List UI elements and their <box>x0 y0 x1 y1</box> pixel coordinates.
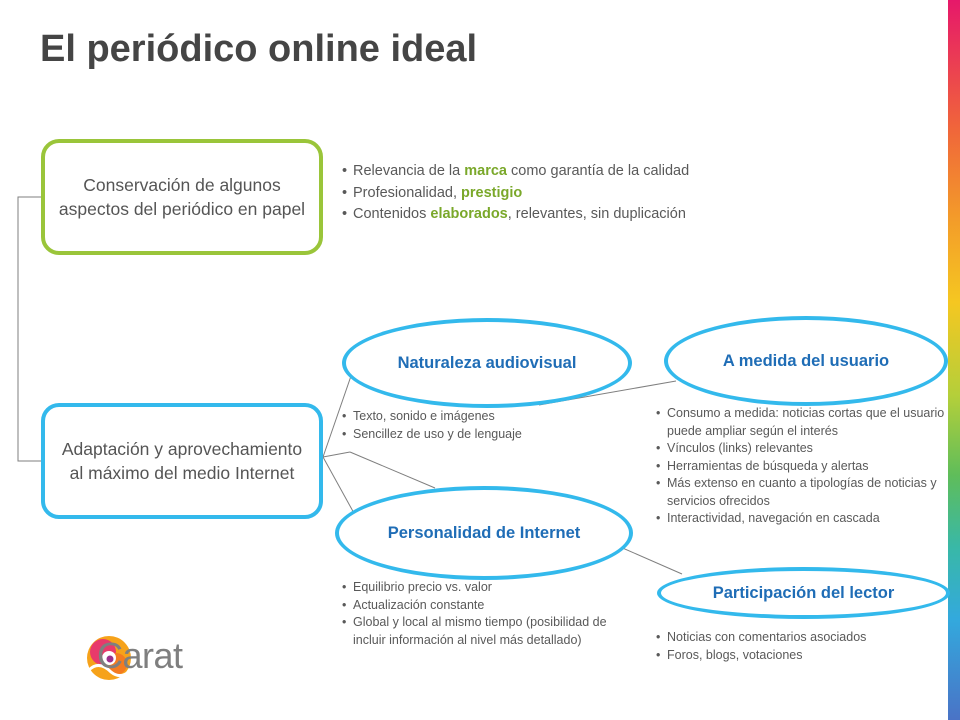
oval-personalidad-de-internet <box>335 486 633 580</box>
user-bullet: • Vínculos (links) relevantes <box>656 440 956 458</box>
user-bullet-list <box>656 405 956 528</box>
conservation-bullet: • Profesionalidad, prestigio <box>342 183 689 205</box>
connector-adaptation-user <box>323 452 350 457</box>
oval-label: Naturaleza audiovisual <box>397 353 577 372</box>
carat-logo-text: Carat <box>97 635 183 676</box>
adaptation-box-label: Adaptación y aprovechamiento al máximo del medio Internet <box>61 439 303 483</box>
conservation-bullet: • Relevancia de la marca como garantía de la calidad <box>342 161 689 183</box>
reader-bullet: • Foros, blogs, votaciones <box>656 647 866 665</box>
user-bullet: • Consumo a medida: noticias cortas que el usuario puede ampliar según el interés <box>656 405 956 440</box>
user-bullet: • Herramientas de búsqueda y alertas <box>656 458 956 476</box>
adaptation-box <box>41 403 323 519</box>
connector-tree-line <box>18 197 41 461</box>
page-title: El periódico online ideal <box>40 28 478 70</box>
audiovisual-bullet-list <box>342 408 522 443</box>
highlight-word: marca <box>464 163 507 179</box>
oval-a-medida-del-usuario <box>664 316 948 406</box>
connector-internet-mid <box>350 452 435 488</box>
internet-bullet-list <box>342 579 642 649</box>
conservation-bullet: • Contenidos elaborados, relevantes, sin duplicación <box>342 204 689 226</box>
oval-label: Participación del lector <box>712 583 895 602</box>
oval-label: A medida del usuario <box>722 351 890 370</box>
conservation-box <box>41 139 323 255</box>
oval-naturaleza-audiovisual <box>342 318 632 408</box>
highlight-word: prestigio <box>461 184 523 201</box>
internet-bullet: • Equilibrio precio vs. valor <box>342 579 642 597</box>
connector-reader <box>618 546 682 574</box>
reader-bullet: • Noticias con comentarios asociados <box>656 629 866 647</box>
conservation-bullet-list <box>342 161 689 226</box>
audiovisual-bullet: • Texto, sonido e imágenes <box>342 408 522 426</box>
reader-bullet-list <box>656 629 866 664</box>
internet-bullet: • Global y local al mismo tiempo (posibilidad de incluir información al nivel más detallado) <box>342 614 642 649</box>
audiovisual-bullet: • Sencillez de uso y de lenguaje <box>342 426 522 444</box>
internet-bullet: • Actualización constante <box>342 597 642 615</box>
oval-label: Personalidad de Internet <box>387 523 581 542</box>
user-bullet: • Interactividad, navegación en cascada <box>656 510 956 528</box>
user-bullet: • Más extenso en cuanto a tipologías de noticias y servicios ofrecidos <box>656 475 956 510</box>
conservation-box-label: Conservación de algunos aspectos del periódico en papel <box>58 175 306 219</box>
connector-adaptation-internet <box>323 457 355 515</box>
oval-participacion-del-lector <box>657 567 950 619</box>
highlight-word: elaborados <box>430 206 508 222</box>
